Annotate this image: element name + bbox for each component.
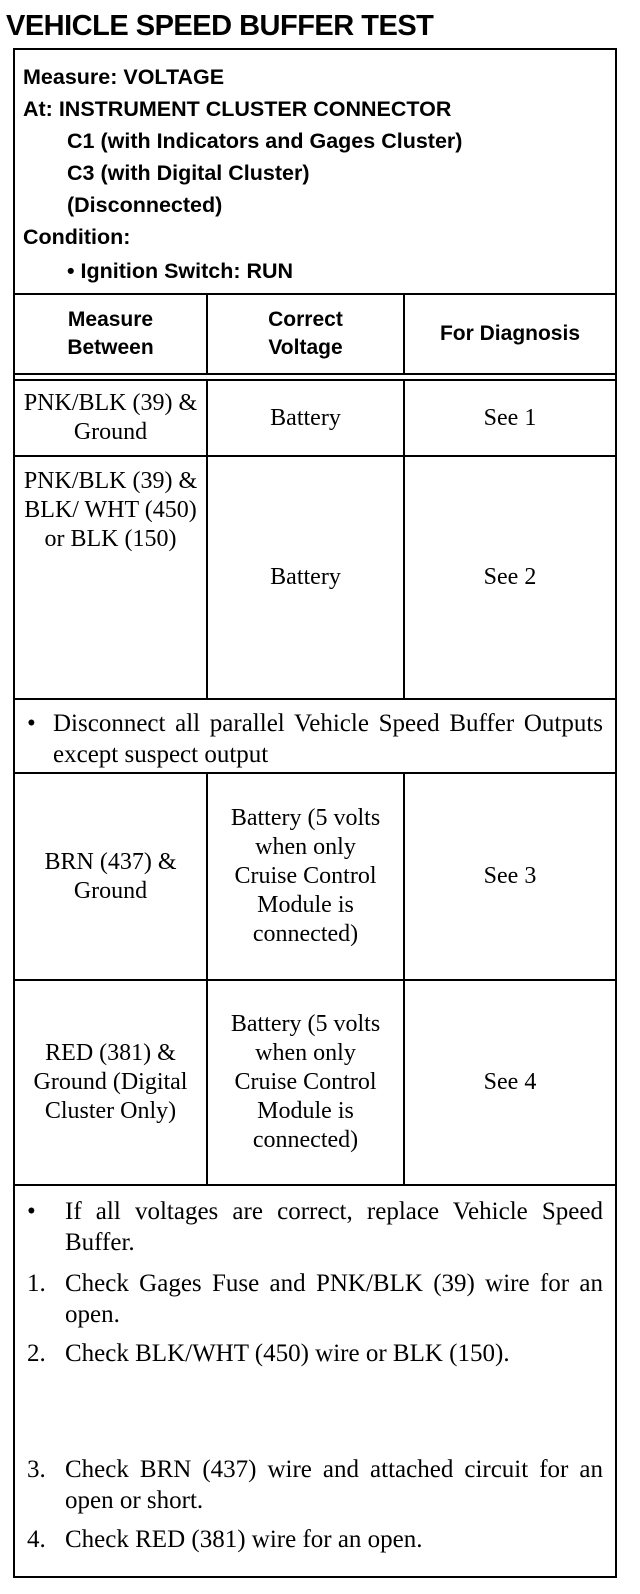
test-table — [13, 48, 617, 1578]
col-correct-voltage: Correct Voltage — [208, 295, 405, 373]
column-headers — [15, 295, 615, 375]
disconnected-label: (Disconnected) — [67, 193, 223, 217]
footnote-text: Check RED (381) wire for an open. — [65, 1526, 423, 1553]
col-for-diagnosis: For Diagnosis — [439, 322, 581, 345]
footnote-number: 2. — [27, 1340, 46, 1367]
correct-voltage-cell: Battery — [208, 457, 405, 698]
diagnosis-cell: See 2 — [483, 564, 537, 590]
measure-between-cell: PNK/BLK (39) & BLK/ WHT (450) or BLK (150) — [15, 457, 208, 698]
measure-between-cell: PNK/BLK (39) & Ground — [15, 381, 208, 455]
page-title: VEHICLE SPEED BUFFER TEST — [6, 10, 434, 42]
correct-voltage-cell: Battery (5 volts when only Cruise Control Module is connected) — [208, 774, 405, 979]
condition-label: Condition: — [23, 225, 131, 249]
bullet-icon: • — [27, 710, 36, 737]
footnote-number: 3. — [27, 1456, 46, 1483]
correct-voltage-cell: Battery (5 volts when only Cruise Control Module is connected) — [208, 981, 405, 1184]
diagnosis-cell: See 4 — [483, 1069, 537, 1095]
test-header — [15, 50, 615, 295]
connector-c1: C1 (with Indicators and Gages Cluster) — [67, 129, 463, 153]
table-row — [15, 981, 615, 1186]
footnote-text: Check BRN (437) wire and attached circuit for an open or short. — [65, 1456, 603, 1514]
table-row — [15, 457, 615, 700]
measure-label: Measure: VOLTAGE — [23, 65, 225, 89]
footnote-text: Check BLK/WHT (450) wire or BLK (150). — [65, 1340, 510, 1367]
footnote-number: 1. — [27, 1270, 46, 1297]
at-label: At: INSTRUMENT CLUSTER CONNECTOR — [23, 97, 452, 121]
correct-voltage-cell: Battery — [208, 381, 405, 455]
diagnosis-cell: See 3 — [483, 863, 537, 889]
footnote-text: Check Gages Fuse and PNK/BLK (39) wire for an open. — [65, 1270, 603, 1328]
note-text: Disconnect all parallel Vehicle Speed Buffer Outputs except suspect output — [53, 710, 603, 768]
footnote-text: If all voltages are correct, replace Vehicle Speed Buffer. — [65, 1198, 603, 1256]
table-row — [15, 774, 615, 981]
diagnosis-cell: See 1 — [483, 404, 537, 431]
footnote-number: 4. — [27, 1526, 46, 1553]
disconnect-note — [15, 700, 615, 774]
col-measure-between: Measure Between — [15, 295, 208, 373]
bullet-icon: • — [27, 1198, 36, 1225]
measure-between-cell: BRN (437) & Ground — [15, 774, 208, 979]
condition-item: • Ignition Switch: RUN — [67, 259, 294, 283]
measure-between-cell: RED (381) & Ground (Digital Cluster Only) — [15, 981, 208, 1184]
connector-c3: C3 (with Digital Cluster) — [67, 161, 310, 185]
table-row — [15, 381, 615, 457]
